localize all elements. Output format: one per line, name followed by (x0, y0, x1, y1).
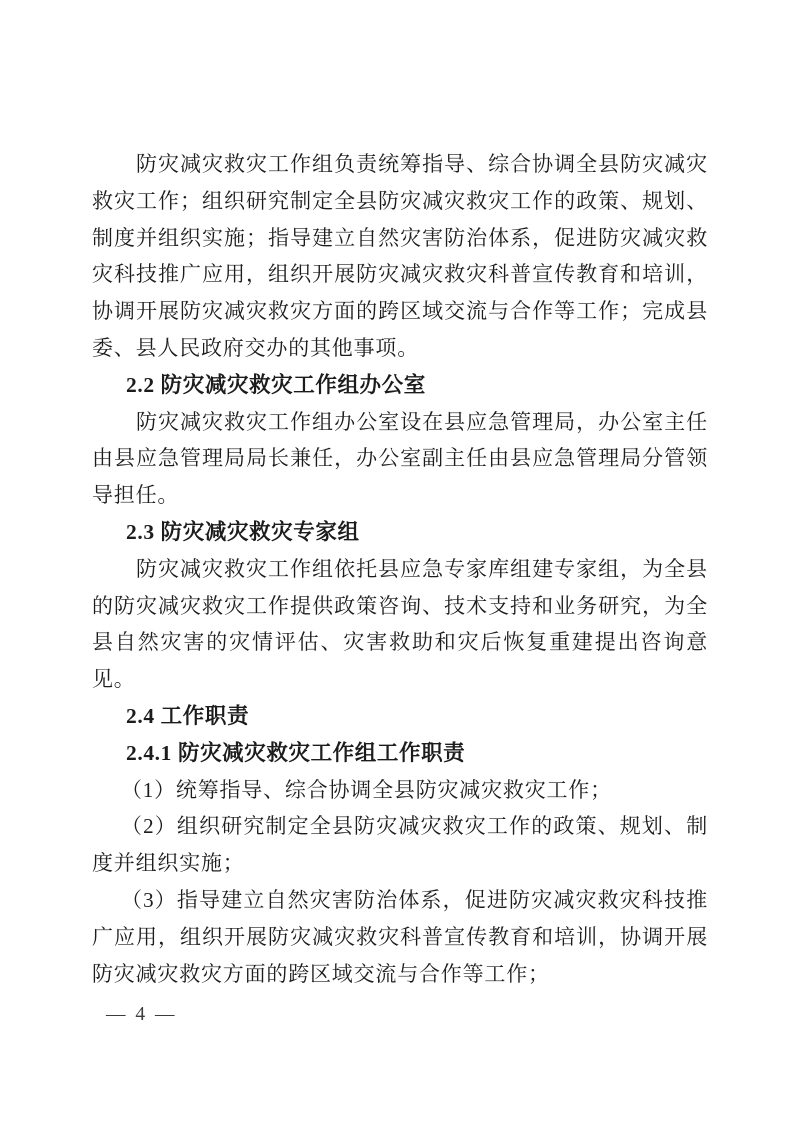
paragraph-office-description: 防灾减灾救灾工作组办公室设在县应急管理局，办公室主任由县应急管理局局长兼任，办公室副主任由县应急管理局分管领导担任。 (92, 409, 708, 508)
page-number: — 4 — (106, 1004, 177, 1025)
section-heading-2-4-1-workgroup-responsibilities: 2.4.1 防灾减灾救灾工作组工作职责 (126, 740, 466, 765)
paragraph-expert-group-description: 防灾减灾救灾工作组依托县应急专家库组建专家组，为全县的防灾减灾救灾工作提供政策咨询、技术支持和业务研究，为全县自然灾害的灾情评估、灾害救助和灾后恢复重建提出咨询意见。 (92, 556, 708, 692)
list-item-1: （1）统筹指导、综合协调全县防灾减灾救灾工作； (121, 777, 612, 802)
paragraph-workgroup-duties-intro: 防灾减灾救灾工作组负责统筹指导、综合协调全县防灾减灾救灾工作；组织研究制定全县防灾减灾救灾工作的政策、规划、制度并组织实施；指导建立自然灾害防治体系，促进防灾减灾救灾科技推广应用，组织开展防灾减灾救灾科普宣传教育和培训，协调开展防灾减灾救灾方面的跨区域交流与合作等工作；完成县委、县人民政府交办的其他事项。 (92, 152, 708, 360)
section-heading-2-4-responsibilities: 2.4 工作职责 (126, 703, 250, 728)
list-item-3: （3）指导建立自然灾害防治体系，促进防灾减灾救灾科技推广应用，组织开展防灾减灾救灾科普宣传教育和培训，协调开展防灾减灾救灾方面的跨区域交流与合作等工作； (92, 887, 708, 986)
document-content (92, 146, 708, 992)
section-heading-2-3-expert-group: 2.3 防灾减灾救灾专家组 (126, 519, 360, 544)
list-item-2: （2）组织研究制定全县防灾减灾救灾工作的政策、规划、制度并组织实施； (92, 814, 708, 876)
section-heading-2-2-office: 2.2 防灾减灾救灾工作组办公室 (126, 372, 426, 397)
